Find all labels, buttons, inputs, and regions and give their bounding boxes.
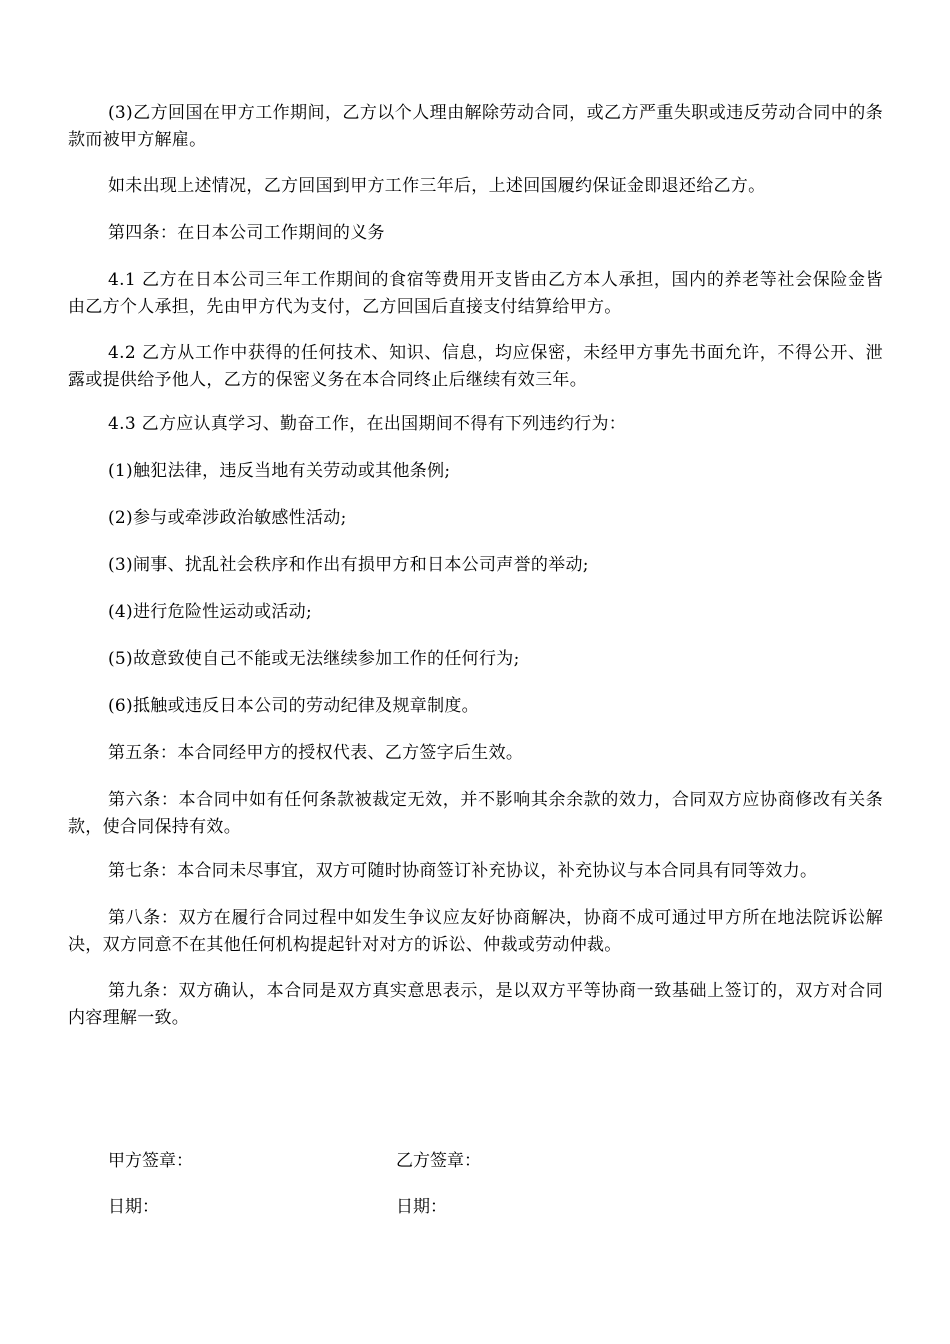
article-6: 第六条：本合同中如有任何条款被裁定无效，并不影响其余余款的效力，合同双方应协商修改有关条款，使合同保持有效。 <box>68 790 883 837</box>
violation-item-5: (5)故意致使自己不能或无法继续参加工作的任何行为; <box>108 649 520 669</box>
violation-item-4: (4)进行危险性运动或活动; <box>108 602 313 622</box>
article-8: 第八条：双方在履行合同过程中如发生争议应友好协商解决，协商不成可通过甲方所在地法院诉讼解决，双方同意不在其他任何机构提起针对对方的诉讼、仲裁或劳动仲裁。 <box>68 908 883 955</box>
clause-4-1: 4.1 乙方在日本公司三年工作期间的食宿等费用开支皆由乙方本人承担，国内的养老等社会保险金皆由乙方个人承担，先由甲方代为支付，乙方回国后直接支付结算给甲方。 <box>68 270 883 317</box>
violation-item-1: (1)触犯法律，违反当地有关劳动或其他条例; <box>108 461 451 481</box>
clause-4-3: 4.3 乙方应认真学习、勤奋工作，在出国期间不得有下列违约行为： <box>108 414 627 434</box>
article-5: 第五条：本合同经甲方的授权代表、乙方签字后生效。 <box>108 743 524 763</box>
deposit-refund-paragraph: 如未出现上述情况，乙方回国到甲方工作三年后，上述回国履约保证金即退还给乙方。 <box>108 176 766 196</box>
party-a-seal-label: 甲方签章： <box>108 1151 193 1171</box>
violation-item-3: (3)闹事、扰乱社会秩序和作出有损甲方和日本公司声誉的举动; <box>108 555 589 575</box>
article-7: 第七条：本合同未尽事宜，双方可随时协商签订补充协议，补充协议与本合同具有同等效力。 <box>108 861 818 881</box>
violation-item-6: (6)抵触或违反日本公司的劳动纪律及规章制度。 <box>108 696 479 716</box>
clause-3-3: (3)乙方回国在甲方工作期间，乙方以个人理由解除劳动合同，或乙方严重失职或违反劳动合同中的条款而被甲方解雇。 <box>68 103 883 150</box>
party-b-date-label: 日期： <box>396 1197 447 1217</box>
party-b-seal-label: 乙方签章： <box>396 1151 481 1171</box>
article-4-heading: 第四条：在日本公司工作期间的义务 <box>108 223 385 243</box>
article-9: 第九条：双方确认，本合同是双方真实意思表示，是以双方平等协商一致基础上签订的，双方对合同内容理解一致。 <box>68 981 883 1028</box>
violation-item-2: (2)参与或牵涉政治敏感性活动; <box>108 508 347 528</box>
party-a-date-label: 日期： <box>108 1197 159 1217</box>
clause-4-2: 4.2 乙方从工作中获得的任何技术、知识、信息，均应保密，未经甲方事先书面允许，不得公开、泄露或提供给予他人，乙方的保密义务在本合同终止后继续有效三年。 <box>68 343 883 390</box>
